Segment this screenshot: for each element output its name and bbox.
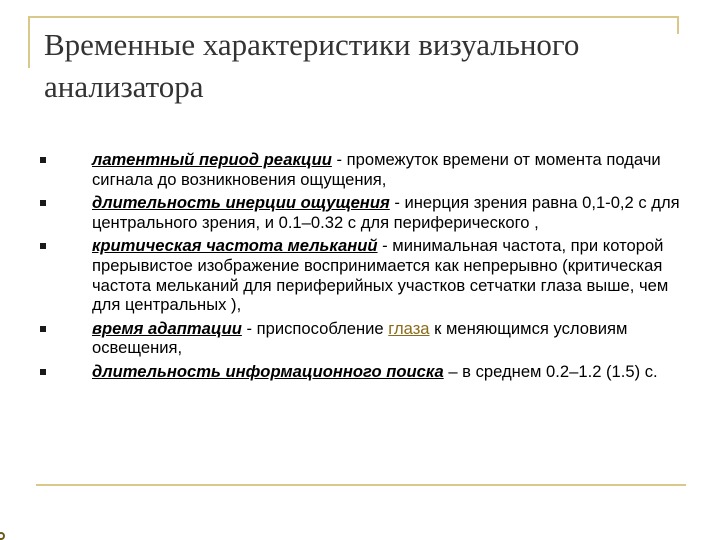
slide-title: Временные характеристики визуального анализатора (44, 27, 580, 104)
item-text: - инерция зрения равна 0,1-0,2 с для центрального зрения, и 0.1–0.32 с для периферического , (92, 193, 680, 232)
title-frame-top-line (28, 16, 678, 18)
list-item-adaptation-time (40, 319, 690, 358)
list-item-flicker-frequency (40, 236, 690, 314)
item-text: - приспособление (241, 318, 389, 338)
term-latent-period: латентный период реакции (92, 150, 332, 169)
term-adaptation-time: время адаптации (92, 318, 242, 338)
list-item-latent-period (40, 150, 690, 189)
item-text: к меняющимся условиям освещения, (92, 318, 628, 358)
square-bullet-icon (40, 326, 46, 332)
item-text: - промежуток времени от момента подачи сигнала до возникновения ощущения, (92, 150, 661, 189)
eye-link[interactable]: глаза (388, 318, 430, 338)
square-bullet-icon (40, 369, 46, 375)
corner-circle-icon (0, 532, 5, 540)
item-text: – в среднем 0.2–1.2 (1.5) с. (443, 361, 658, 381)
item-text: - минимальная частота, при которой прерывистое изображение воспринимается как непрерывно (критическая частота мельканий для периферийных участков сетчатки глаза выше, чем для центральных ), (92, 236, 669, 315)
title-frame-left-line (28, 16, 30, 68)
list-item-search-duration (40, 362, 690, 382)
list-item-inertia (40, 193, 690, 232)
square-bullet-icon (40, 200, 46, 206)
square-bullet-icon (40, 157, 46, 163)
bottom-divider (36, 484, 686, 486)
term-flicker-frequency: критическая частота мельканий (92, 236, 378, 256)
bullet-list (40, 150, 690, 382)
term-search-duration: длительность информационного поиска (92, 361, 444, 381)
term-inertia: длительность инерции ощущения (92, 193, 390, 213)
square-bullet-icon (40, 243, 46, 249)
